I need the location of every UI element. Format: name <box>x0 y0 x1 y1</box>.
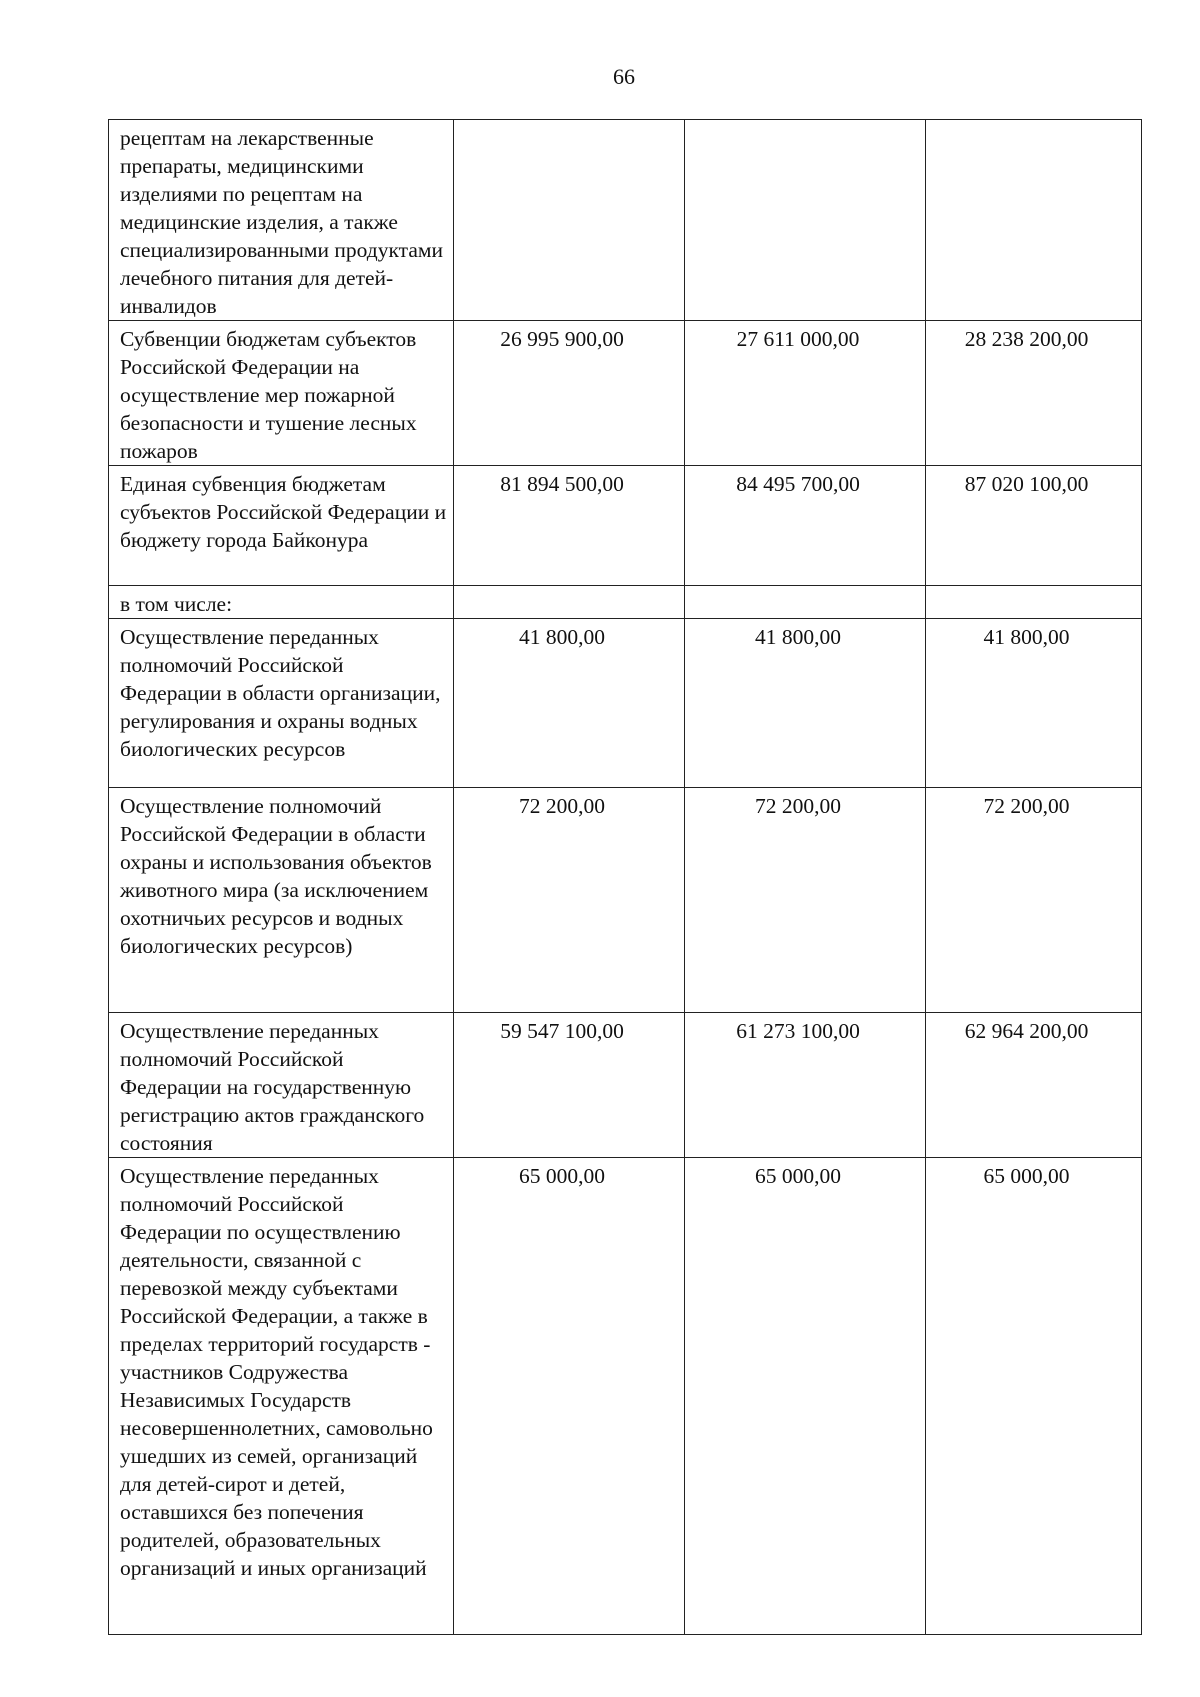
value-cell: 26 995 900,00 <box>454 321 685 466</box>
table-row <box>109 619 1142 788</box>
value-cell: 41 800,00 <box>454 619 685 788</box>
value-cell <box>685 586 926 619</box>
table-row <box>109 466 1142 586</box>
value-cell: 59 547 100,00 <box>454 1013 685 1158</box>
table-row <box>109 586 1142 619</box>
row-name: Осуществление переданных полномочий Российской Федерации в области организации, регулирования и охраны водных биологических ресурсов <box>109 619 454 788</box>
value-cell: 28 238 200,00 <box>926 321 1142 466</box>
row-name: рецептам на лекарственные препараты, медицинскими изделиями по рецептам на медицинские изделия, а также специализированными продуктами лечебного питания для детей-инвалидов <box>109 120 454 321</box>
row-name: в том числе: <box>109 586 454 619</box>
value-cell <box>685 120 926 321</box>
row-name: Осуществление переданных полномочий Российской Федерации по осуществлению деятельности, связанной с перевозкой между субъектами Российской Федерации, а также в пределах территорий государств - участников Содружества Независимых Государств несовершеннолетних, самовольно ушедших из семей, организаций для детей-сирот и детей, оставшихся без попечения родителей, образовательных организаций и иных организаций <box>109 1158 454 1635</box>
value-cell: 61 273 100,00 <box>685 1013 926 1158</box>
value-cell: 65 000,00 <box>926 1158 1142 1635</box>
page-number: 66 <box>613 64 635 89</box>
value-cell: 65 000,00 <box>685 1158 926 1635</box>
row-name: Единая субвенция бюджетам субъектов Российской Федерации и бюджету города Байконура <box>109 466 454 586</box>
value-cell: 27 611 000,00 <box>685 321 926 466</box>
table-row <box>109 788 1142 1013</box>
value-cell: 65 000,00 <box>454 1158 685 1635</box>
value-cell: 72 200,00 <box>454 788 685 1013</box>
value-cell: 72 200,00 <box>685 788 926 1013</box>
value-cell: 41 800,00 <box>926 619 1142 788</box>
budget-table <box>108 119 1142 1635</box>
row-name: Осуществление переданных полномочий Российской Федерации на государственную регистрацию актов гражданского состояния <box>109 1013 454 1158</box>
value-cell: 62 964 200,00 <box>926 1013 1142 1158</box>
row-name: Субвенции бюджетам субъектов Российской Федерации на осуществление мер пожарной безопасности и тушение лесных пожаров <box>109 321 454 466</box>
table-row <box>109 1158 1142 1635</box>
value-cell: 81 894 500,00 <box>454 466 685 586</box>
table-row <box>109 120 1142 321</box>
value-cell: 41 800,00 <box>685 619 926 788</box>
table-row <box>109 321 1142 466</box>
value-cell: 87 020 100,00 <box>926 466 1142 586</box>
row-name: Осуществление полномочий Российской Федерации в области охраны и использования объектов животного мира (за исключением охотничьих ресурсов и водных биологических ресурсов) <box>109 788 454 1013</box>
value-cell <box>926 586 1142 619</box>
value-cell <box>454 586 685 619</box>
table-row <box>109 1013 1142 1158</box>
value-cell <box>926 120 1142 321</box>
value-cell: 84 495 700,00 <box>685 466 926 586</box>
value-cell <box>454 120 685 321</box>
value-cell: 72 200,00 <box>926 788 1142 1013</box>
